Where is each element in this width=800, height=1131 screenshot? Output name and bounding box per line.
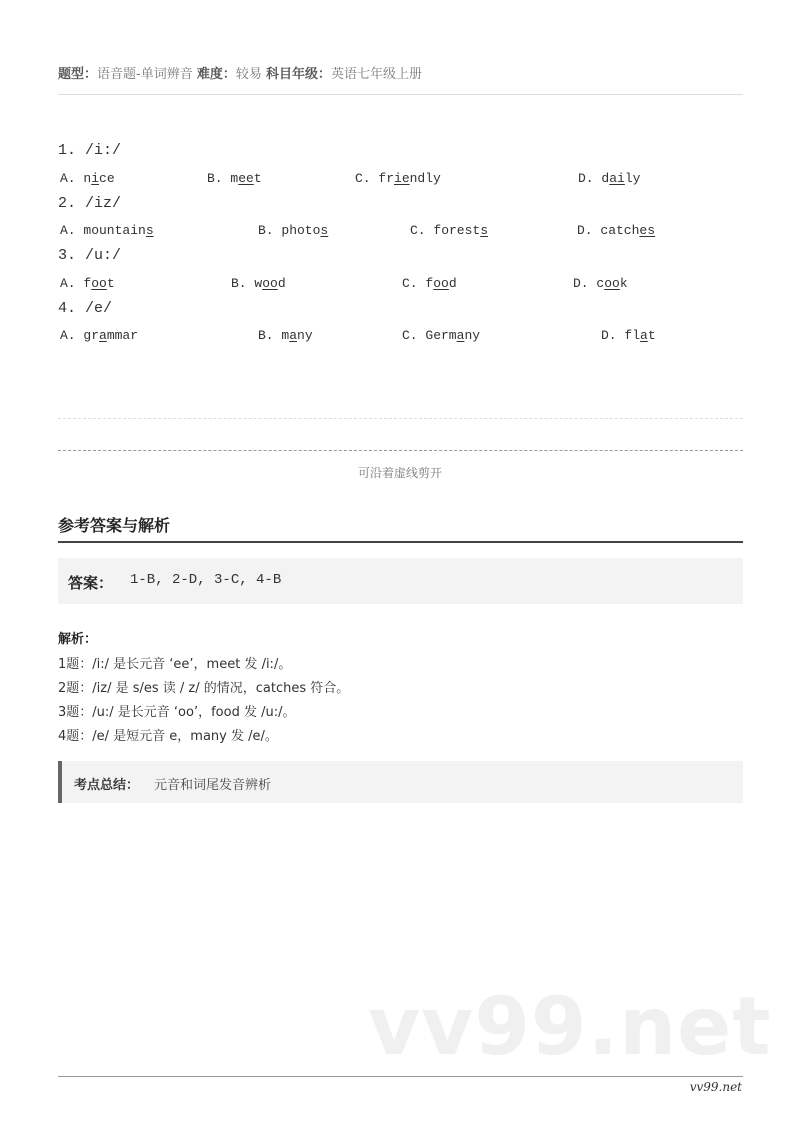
summary-box [58, 761, 743, 803]
option-suffix: t [253, 171, 262, 186]
option [60, 328, 138, 343]
question-title: 4. /e/ [58, 300, 113, 317]
option-underlined: ee [238, 171, 254, 186]
option-letter: A. [60, 328, 84, 343]
option [60, 171, 115, 186]
watermark: vv99.net [368, 980, 772, 1073]
option [207, 171, 262, 186]
option-underlined: s [320, 223, 329, 238]
option-underlined: oo [433, 276, 449, 291]
option-prefix: fl [624, 328, 641, 343]
option [601, 328, 656, 343]
option [258, 223, 328, 238]
option-letter: A. [60, 223, 84, 238]
subject-value: 英语七年级上册 [331, 67, 423, 82]
option-underlined: es [639, 223, 656, 238]
option-underlined: oo [262, 276, 278, 291]
explanation-line: 2题：/iz/ 是 s/es 读 / z/ 的情况，catches 符合。 [58, 681, 350, 696]
option-letter: B. [231, 276, 255, 291]
type-label: 题型： [58, 67, 98, 82]
option-underlined: a [456, 328, 465, 343]
option-suffix: mmar [106, 328, 139, 343]
option-prefix: f [425, 276, 434, 291]
option [402, 328, 480, 343]
option-underlined: oo [604, 276, 620, 291]
option [355, 171, 441, 186]
option-underlined: a [640, 328, 648, 343]
option-letter: C. [355, 171, 379, 186]
question-meta [58, 63, 422, 82]
option-prefix: c [596, 276, 605, 291]
subject-label: 科目年级： [266, 67, 332, 82]
option-letter: D. [601, 328, 625, 343]
divider [58, 94, 743, 95]
difficulty-label: 难度： [196, 67, 236, 82]
footer-divider [58, 1076, 743, 1077]
option-suffix: k [619, 276, 628, 291]
option-prefix: gr [83, 328, 100, 343]
option-prefix: d [601, 171, 610, 186]
option-letter: C. [402, 276, 426, 291]
dashed-divider [58, 418, 743, 419]
question-title: 1. /i:/ [58, 142, 122, 159]
summary-value: 元音和词尾发音辨析 [154, 778, 272, 793]
answer-box [58, 558, 743, 604]
explanation-line: 4题：/e/ 是短元音 e，many 发 /e/。 [58, 729, 278, 744]
option-letter: D. [573, 276, 597, 291]
type-value: 语音题-单词辨音 [97, 67, 193, 82]
option [577, 223, 655, 238]
option-underlined: s [480, 223, 489, 238]
option-prefix: photo [281, 223, 321, 238]
option-suffix: t [106, 276, 115, 291]
option-prefix: fr [378, 171, 395, 186]
option-suffix: t [647, 328, 656, 343]
question-title: 2. /iz/ [58, 195, 122, 212]
section-divider [58, 541, 743, 543]
explanation-label: 解析： [58, 632, 98, 647]
option-suffix: ly [624, 171, 641, 186]
option-underlined: s [145, 223, 154, 238]
option-letter: A. [60, 276, 84, 291]
cut-hint: 可沿着虚线剪开 [357, 466, 442, 480]
option-prefix: Germ [425, 328, 457, 343]
option [60, 223, 154, 238]
option-suffix: ny [464, 328, 481, 343]
option [231, 276, 286, 291]
option [60, 276, 115, 291]
option-letter: D. [577, 223, 601, 238]
option [410, 223, 488, 238]
option-underlined: i [91, 171, 100, 186]
option-prefix: m [281, 328, 290, 343]
option [578, 171, 640, 186]
option-suffix: ce [99, 171, 115, 186]
answer-section-title: 参考答案与解析 [58, 516, 171, 535]
option-letter: A. [60, 171, 84, 186]
difficulty-value: 较易 [235, 67, 262, 82]
option-underlined: ie [394, 171, 410, 186]
option-prefix: n [83, 171, 92, 186]
option-prefix: mountain [83, 223, 146, 238]
answer-value: 1-B, 2-D, 3-C, 4-B [130, 572, 282, 588]
explanation-line: 1题：/i:/ 是长元音 ‘ee’，meet 发 /i:/。 [58, 657, 292, 672]
option-underlined: ai [609, 171, 625, 186]
explanation-line: 3题：/u:/ 是长元音 ‘oo’，food 发 /u:/。 [58, 705, 296, 720]
footer-site: vv99.net [689, 1080, 742, 1094]
option-suffix: d [448, 276, 457, 291]
option-prefix: m [230, 171, 239, 186]
option [258, 328, 313, 343]
option-underlined: a [99, 328, 107, 343]
option-underlined: oo [91, 276, 107, 291]
option-prefix: forest [433, 223, 481, 238]
option-prefix: catch [600, 223, 640, 238]
option-suffix: ny [297, 328, 313, 343]
option-letter: C. [402, 328, 426, 343]
option-prefix: f [83, 276, 92, 291]
cut-line [58, 450, 743, 451]
option [402, 276, 457, 291]
option [573, 276, 628, 291]
question-title: 3. /u:/ [58, 247, 122, 264]
option-suffix: d [277, 276, 286, 291]
summary-label: 考点总结： [74, 778, 140, 793]
option-letter: C. [410, 223, 434, 238]
option-letter: B. [207, 171, 231, 186]
option-suffix: ndly [409, 171, 441, 186]
option-letter: B. [258, 223, 282, 238]
option-prefix: w [254, 276, 263, 291]
answer-label: 答案： [68, 574, 114, 592]
option-letter: B. [258, 328, 282, 343]
option-underlined: a [289, 328, 298, 343]
option-letter: D. [578, 171, 602, 186]
